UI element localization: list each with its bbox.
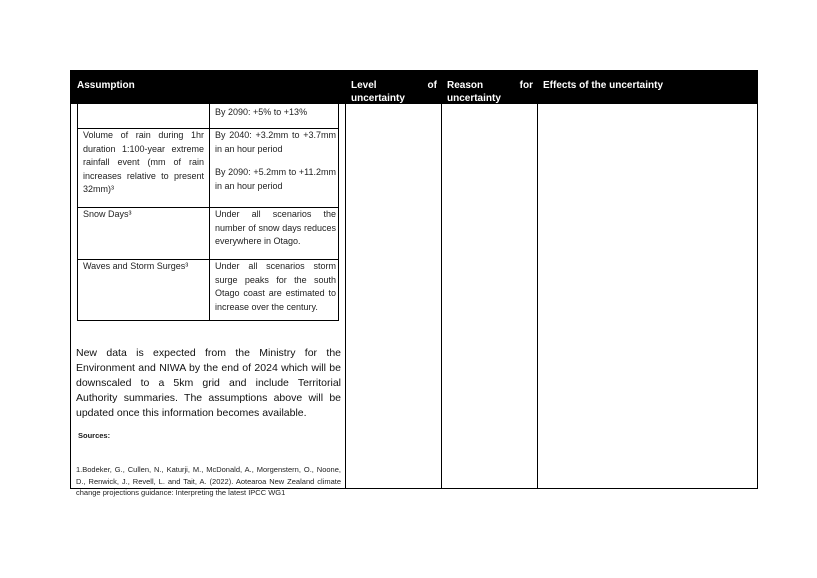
header-assumption: Assumption xyxy=(77,80,135,91)
reference-text: 1.Bodeker, G., Cullen, N., Katurji, M., McDonald, A., Morgenstern, O., Noone, D., Renwick, J., Revell, L. and Tait, A. (2022). Aotearoa New Zealand climate change projections guidance: Interpreting the latest IPCC WG1 xyxy=(76,465,341,497)
header-reason-for-uncertainty: Reason for uncertainty xyxy=(447,80,533,104)
subtable-column-divider xyxy=(209,104,210,320)
row2-label: Snow Days³ xyxy=(83,209,132,219)
update-note: New data is expected from the Ministry for the Environment and NIWA by the end of 2024 which will be downscaled to a 5km grid and include Territorial Authority summaries. The assumptions above will be updated once this information becomes available. xyxy=(76,347,341,419)
column-divider xyxy=(441,71,442,488)
assumptions-table xyxy=(70,70,758,497)
row1-projection-2040: By 2040: +3.2mm to +3.7mm in an hour period xyxy=(215,130,336,154)
column-divider xyxy=(345,71,346,488)
projection-subtable xyxy=(77,104,339,321)
table-header xyxy=(71,71,757,104)
row1-projection-2090: By 2090: +5.2mm to +11.2mm in an hour period xyxy=(215,167,336,191)
column-divider xyxy=(537,71,538,488)
row2-projection: Under all scenarios the number of snow days reduces everywhere in Otago. xyxy=(215,209,336,246)
row3-label: Waves and Storm Surges³ xyxy=(83,261,189,271)
sources-heading: Sources: xyxy=(78,431,111,440)
header-level-of-uncertainty: Level of uncertainty xyxy=(351,80,437,104)
row1-label: Volume of rain during 1hr duration 1:100-year extreme rainfall event (mm of rain increases relative to present 32mm)³ xyxy=(83,130,204,194)
row0-projection: By 2090: +5% to +13% xyxy=(215,107,308,117)
row3-projection: Under all scenarios storm surge peaks for the south Otago coast are estimated to increase over the century. xyxy=(215,261,336,312)
header-effects-of-uncertainty: Effects of the uncertainty xyxy=(543,80,664,91)
